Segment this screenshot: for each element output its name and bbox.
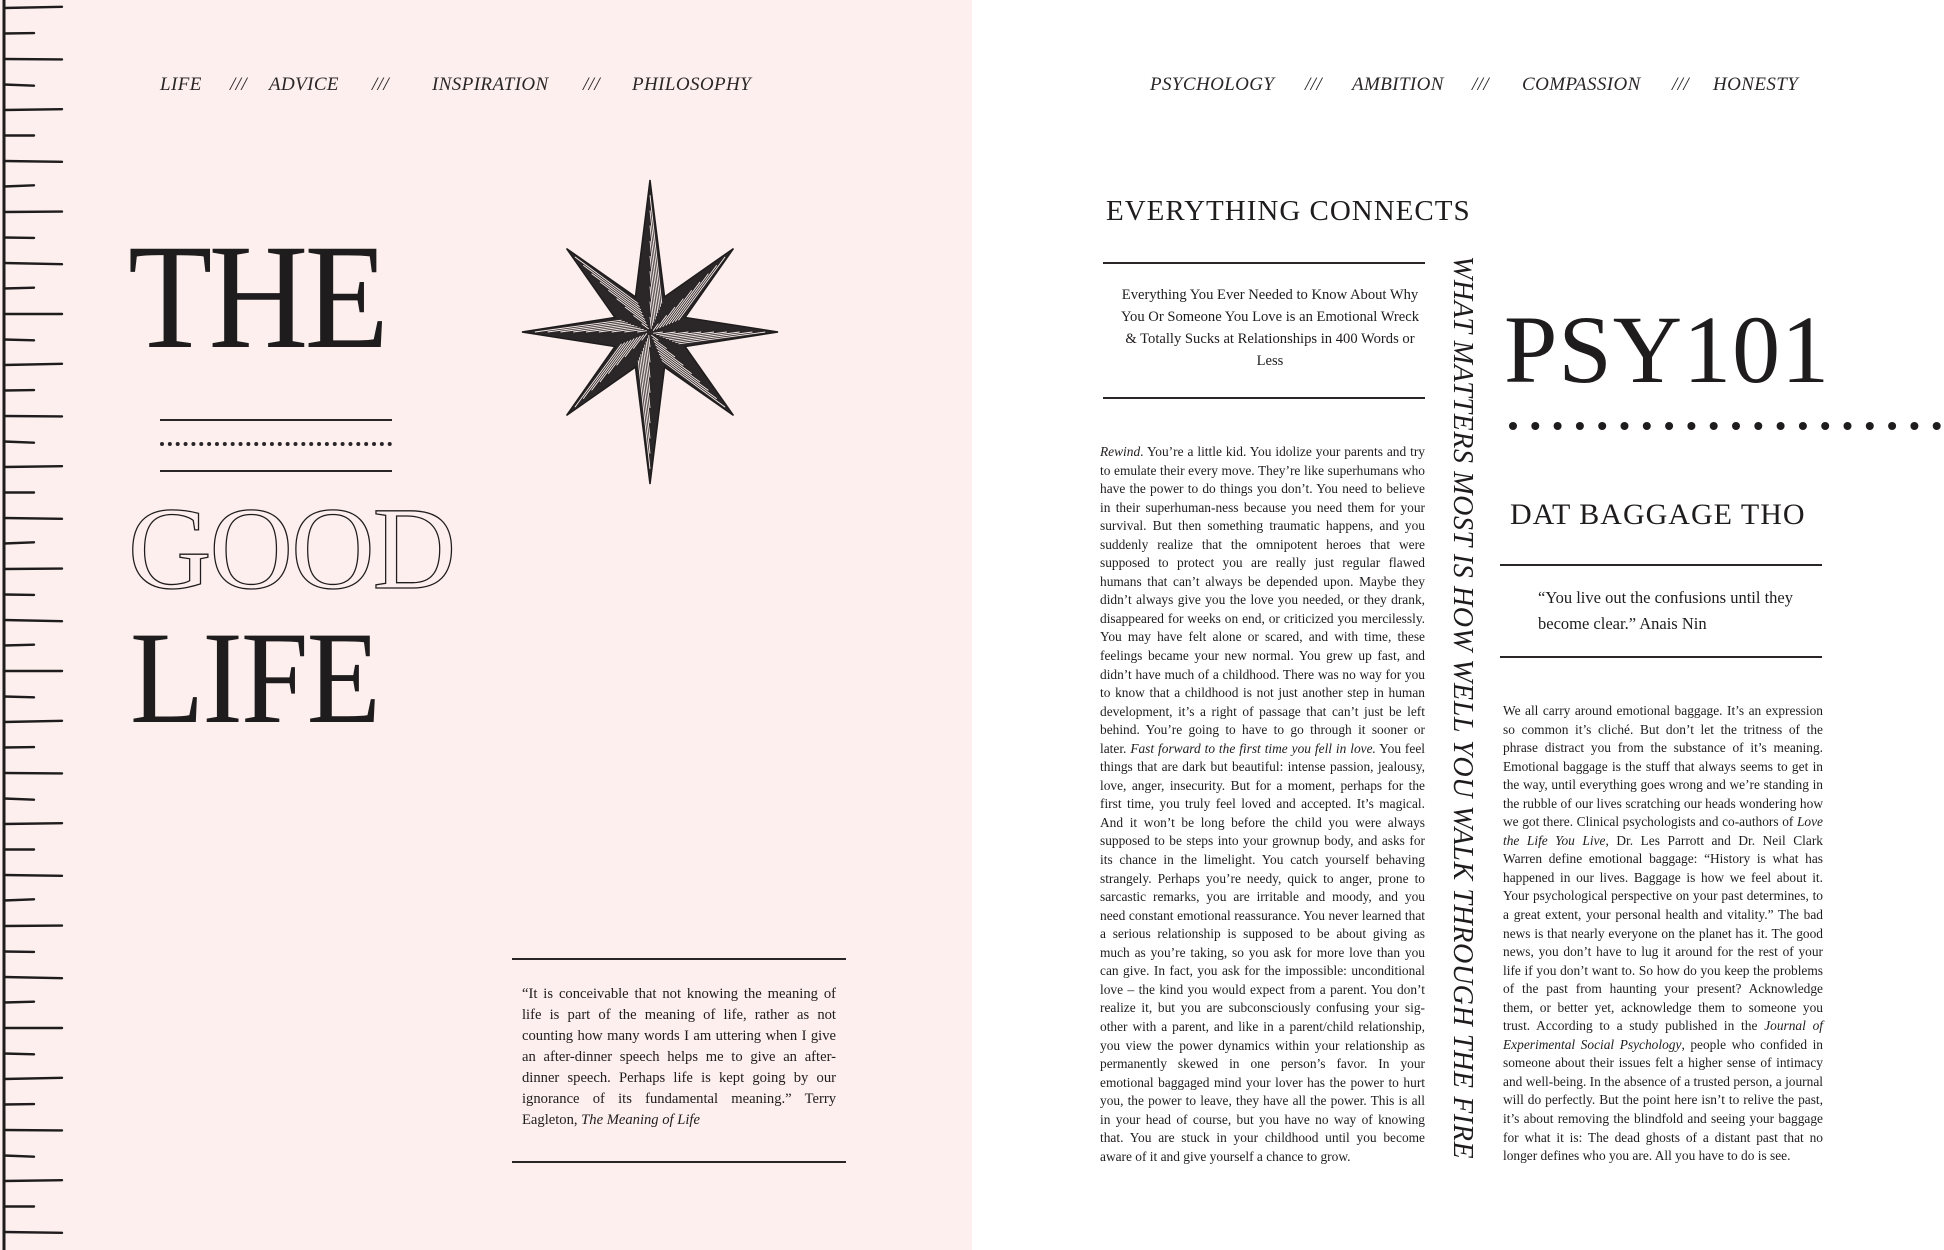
nav-item-honesty[interactable]: HONESTY [1713,74,1799,95]
ruler-tick [4,85,34,86]
ruler-ticks-icon [0,0,72,1250]
nav-separator: /// [230,74,248,95]
vertical-pull-quote: WHAT MATTERS MOST IS HOW WELL YOU WALK THROUGH THE FIRE [1447,256,1478,1160]
ruler-tick [4,542,34,543]
subhead-rule-top [1103,262,1425,264]
divider-dot [1754,422,1762,430]
divider-dot [1509,422,1517,430]
nin-rule-bottom [1500,656,1822,658]
ruler-tick [4,109,62,110]
divider-dot [1910,422,1918,430]
nav-item-philosophy[interactable]: PHILOSOPHY [632,74,752,95]
nav-separator: /// [1672,74,1690,95]
divider-dot [1844,422,1852,430]
subhead-rule-bottom [1103,397,1425,399]
title-dotted-rule [160,442,392,446]
eagleton-quote-source: The Meaning of Life [581,1112,700,1128]
col1-text-b: You feel things that are dark but beautiful: intense passion, jealousy, love, anger, insecurity. But for a moment, perhaps for the first time, you truly feel loved and accepted. It’s magical. And it won’t be long before the child you were always supposed to be steps into your grownup body, and asks for its chance in the limelight. You catch yourself behaving strangely. Perhaps you’re needy, quick to anger, prone to sarcastic remarks, you are irritable and moody, and you need constant emotional reassurance. You never learned that a serious relationship is supposed to be about giving as much as you’re taking, so you ask for more love than you can give. In fact, you ask for the impossible: unconditional love – the kind you would expect from a parent. You don’t realize it, but you are subconsciously confusing your sig-other with a parent, and like in a parent/child relationship, you view the power dynamics within your relationship as permanently skewed in one person’s favor. In your emotional baggaged mind your lover has the power to hurt you, the power to leave, they have all the power. This is all in your head of course, but you have no way of knowing that. You are stuck in your childhood until you become aware of it and give yourself a chance to grow. [1100,740,1425,1164]
quote-rule-bottom [512,1161,846,1163]
nav-item-advice[interactable]: ADVICE [269,74,339,95]
divider-dot [1643,422,1651,430]
nav-item-psychology[interactable]: PSYCHOLOGY [1150,74,1275,95]
section-heading: EVERYTHING CONNECTS [1106,195,1471,227]
eagleton-quote-text: “It is conceivable that not knowing the meaning of life is part of the meaning of life, rather as not counting how many words I am uttering when I give an after-dinner speech helps me to give an after-dinner speech. Perhaps life is kept going by our ignorance of its fundamental meaning.” Terry Eagleton, [522,986,836,1128]
divider-dot [1621,422,1629,430]
nav-separator: /// [372,74,390,95]
ruler-tick [4,340,34,341]
divider-dot [1821,422,1829,430]
col1-lead: Rewind [1100,444,1141,459]
article-column-1 [1100,443,1425,1166]
ruler-tick [4,645,34,646]
nav-separator: /// [1472,74,1490,95]
ruler-tick [4,721,62,722]
title-good: GOOD [128,483,455,614]
divider-dot [1598,422,1606,430]
ruler-tick [4,1002,34,1003]
eagleton-quote [522,984,836,1131]
divider-dot [1777,422,1785,430]
ruler-tick [4,442,34,443]
col2-italic-a: Love the Life You Live [1503,814,1823,848]
divider-dot [1710,422,1718,430]
nav-separator: /// [583,74,601,95]
col2-text-a: We all carry around emotional baggage. It’s an expression so common it’s cliché. But don’t let the tritness of the phrase distract you from the substance of it’s meaning. Emotional baggage is the stuff that always seems to get in the way, until everything goes wrong and we’re standing in the rubble of our lives scratching our heads wondering how we got there. Clinical psychologists and co-authors of [1503,703,1823,830]
ruler-tick [4,1054,34,1055]
title-rule-bottom [160,470,392,472]
ruler-tick [4,620,62,621]
col1-text-a: . You’re a little kid. You idolize your parents and try to emulate their every move. They’re like superhumans who have the power to do things you don’t. You need to believe in their superhuman-ness because you need them for your survival. But then something traumatic happens, and you suddenly realize that the omnipotent heroes that were supposed to protect you are really just regular flawed humans that can’t always be depended upon. Maybe they didn’t always give you the love you needed, or they drank, disappeared for weeks on end, or criticized you mercilessly. You may have felt alone or scared, and with time, these feelings became your new normal. You grew up fast, and didn’t have much of a childhood. There was no way for you to know that a childhood is not just another step in human development, it’s a right of passage that can’t just be left behind. You’re going to have to go through it sooner or later. [1100,444,1425,756]
quote-rule-top [512,958,846,960]
divider-dot [1732,422,1740,430]
col2-text-c: , people who confided in someone about their issues felt a higher sense of intimacy and well-being. In the absence of a trusted person, a journal will do perfectly. But the point here isn’t to relive the past, it’s about removing the blindfold and seeing your baggage for what it is: The dead ghosts of a distant past that no longer defines who you are. All you have to do is see. [1503,1036,1823,1164]
ruler-tick [4,161,62,162]
title-life: LIFE [130,604,379,751]
ruler-tick [4,875,62,876]
ruler-tick [4,185,34,186]
divider-dot [1866,422,1874,430]
nin-rule-top [1500,564,1822,566]
ruler-tick [4,899,34,900]
col1-italic: Fast forward to the first time you fell in love. [1130,740,1376,756]
ruler-tick [4,1232,62,1233]
ruler-tick [4,799,34,800]
eight-point-star-icon [520,172,780,492]
ruler-tick [4,977,62,978]
divider-dot [1554,422,1562,430]
ruler-tick [4,364,62,365]
divider-dot [1665,422,1673,430]
ruler-tick [4,1156,34,1157]
article-subhead: Everything You Ever Needed to Know About Why You Or Someone You Love is an Emotional Wreck & Totally Sucks at Relationships in 400 Words or Less [1120,287,1420,369]
divider-dot [1687,422,1695,430]
col2-italic-b: Journal of Experimental Social Psychology [1503,1018,1824,1052]
nav-item-ambition[interactable]: AMBITION [1352,74,1444,95]
divider-dot [1799,422,1807,430]
title-the: THE [128,214,386,380]
ruler-tick [4,518,62,519]
title-rule-top [160,419,392,421]
divider-dot [1576,422,1584,430]
ruler-tick [4,697,34,698]
nin-quote: “You live out the confusions until they become clear.” Anais Nin [1538,588,1793,633]
ruler-tick [4,288,34,289]
nav-item-compassion[interactable]: COMPASSION [1522,74,1641,95]
article-column-2 [1503,702,1823,1166]
nav-item-life[interactable]: LIFE [160,74,202,95]
nav-separator: /// [1305,74,1323,95]
section2-heading: DAT BAGGAGE THO [1510,498,1806,531]
nav-item-inspiration[interactable]: INSPIRATION [432,74,549,95]
ruler-tick [4,7,62,8]
col2-text-b: , Dr. Les Parrott and Dr. Neil Clark Warren define emotional baggage: “History is what has happened in our lives. Baggage is how we feel about it. Your psychological perspective on your past determines, to a great extent, your personal health and vitality.” The bad news is that nearly everyone on the planet has it. The good news, you don’t have to lug it around for the rest of your life if you don’t want to. So how do you keep the problems of the past from haunting your present? Acknowledge them, or better yet, acknowledge them to someone you trust. According to a study published in the [1503,832,1823,1034]
divider-dot [1888,422,1896,430]
ruler-tick [4,1078,62,1079]
course-code-title: PSY101 [1504,296,1831,403]
divider-dot [1531,422,1539,430]
dotted-divider [1505,418,1944,434]
ruler-tick [4,466,62,467]
divider-dot [1933,422,1941,430]
ruler-tick [4,823,62,824]
ruler-tick [4,263,62,264]
ruler-tick [4,1180,62,1181]
